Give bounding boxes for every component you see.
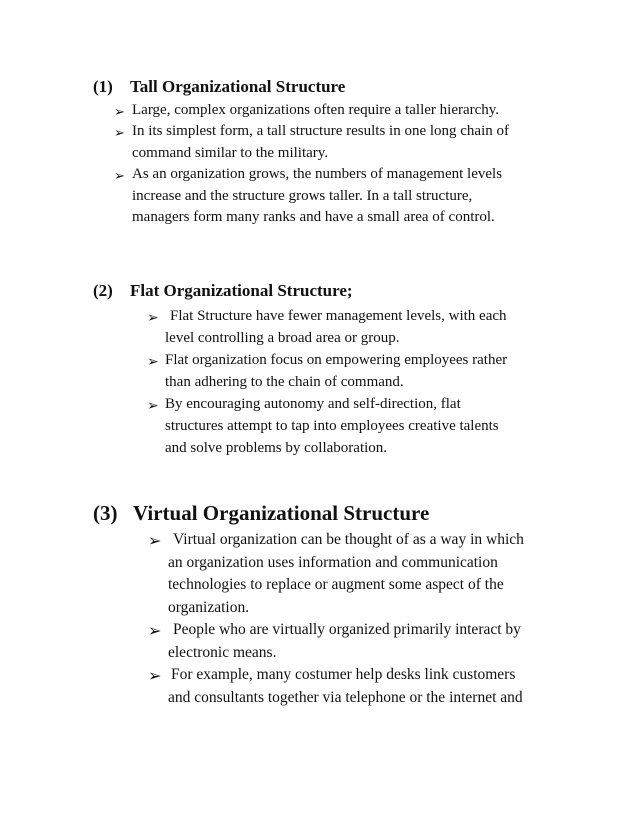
- arrow-bullet-icon: ➢: [114, 105, 125, 120]
- section-title: Tall Organizational Structure: [130, 77, 346, 96]
- bullet-line: As an organization grows, the numbers of management levels: [132, 166, 503, 183]
- list-item: [147, 393, 553, 459]
- bullet-line: managers form many ranks and have a small area of control.: [132, 209, 495, 226]
- bullet-line: level controlling a broad area or group.: [165, 330, 400, 346]
- arrow-bullet-icon: ➢: [147, 354, 159, 370]
- list-item: [148, 529, 558, 619]
- bullet-list: [147, 305, 553, 459]
- section-title: Virtual Organizational Structure: [133, 501, 430, 525]
- section-number: (3): [93, 501, 118, 525]
- section-virtual: [93, 500, 558, 709]
- section-number: (1): [93, 77, 113, 96]
- bullet-line: Virtual organization can be thought of as a way in which: [173, 531, 524, 548]
- section-number: (2): [93, 281, 113, 300]
- section-heading: [93, 280, 553, 302]
- bullet-line: technologies to replace or augment some aspect of the: [168, 576, 504, 593]
- list-item: [147, 305, 553, 349]
- bullet-line: Flat Structure have fewer management levels, with each: [170, 308, 507, 324]
- bullet-list: [148, 529, 558, 709]
- list-item: [148, 619, 558, 664]
- arrow-bullet-icon: ➢: [114, 126, 125, 142]
- bullet-line: For example, many costumer help desks link customers: [171, 666, 516, 683]
- bullet-line: structures attempt to tap into employees creative talents: [165, 418, 499, 434]
- arrow-bullet-icon: ➢: [148, 666, 162, 685]
- bullet-line: electronic means.: [168, 643, 277, 661]
- arrow-bullet-icon: ➢: [148, 531, 162, 550]
- arrow-bullet-icon: ➢: [147, 398, 159, 414]
- bullet-line: than adhering to the chain of command.: [165, 374, 404, 390]
- bullet-line: Flat organization focus on empowering employees rather: [165, 352, 508, 368]
- arrow-bullet-icon: ➢: [147, 310, 159, 326]
- bullet-line: an organization uses information and communication: [168, 553, 498, 571]
- bullet-line: organization.: [168, 598, 250, 616]
- list-item: [148, 664, 558, 709]
- bullet-line: In its simplest form, a tall structure results in one long chain of: [132, 123, 510, 140]
- section-tall: [93, 76, 553, 228]
- bullet-line: By encouraging autonomy and self-direction, flat: [165, 396, 461, 412]
- section-title: Flat Organizational Structure;: [130, 281, 353, 300]
- bullet-line: and consultants together via telephone or the internet and: [168, 688, 523, 706]
- bullet-line: command similar to the military.: [132, 144, 329, 161]
- list-item: [114, 100, 553, 121]
- bullet-line: Large, complex organizations often require a taller hierarchy.: [132, 102, 500, 118]
- section-heading: [93, 500, 558, 526]
- list-item: [147, 349, 553, 393]
- bullet-line: and solve problems by collaboration.: [165, 440, 388, 456]
- section-heading: [93, 76, 553, 98]
- bullet-line: People who are virtually organized primarily interact by: [173, 621, 521, 638]
- arrow-bullet-icon: ➢: [148, 621, 162, 640]
- bullet-list: [114, 100, 553, 228]
- section-flat: [93, 280, 553, 459]
- list-item: [114, 121, 553, 164]
- arrow-bullet-icon: ➢: [114, 169, 125, 185]
- bullet-line: increase and the structure grows taller. In a tall structure,: [132, 187, 473, 204]
- list-item: [114, 164, 553, 228]
